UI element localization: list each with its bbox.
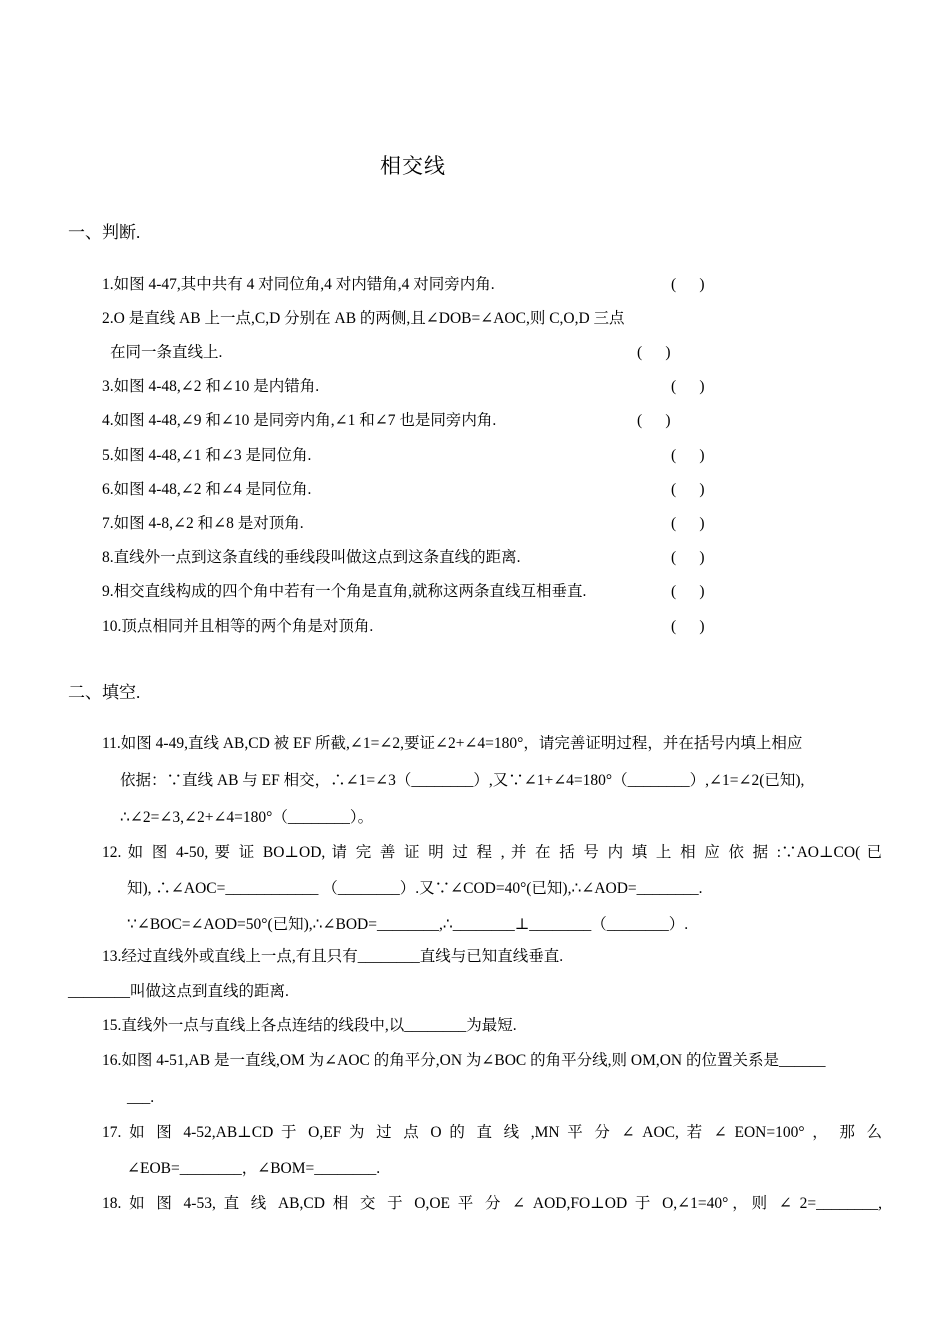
answer-paren-8: ( ) bbox=[671, 549, 705, 566]
judgment-item-1: 1.如图 4-47,其中共有 4 对同位角,4 对内错角,4 对同旁内角. bbox=[102, 276, 495, 293]
answer-paren-10: ( ) bbox=[671, 618, 705, 635]
judgment-item-9: 9.相交直线构成的四个角中若有一个角是直角,就称这两条直线互相垂直. bbox=[102, 583, 587, 600]
page-title: 相交线 bbox=[380, 154, 446, 178]
fill-item-12-line-2: 知), ∴∠AOC=____________ （________）.又∵∠COD=40°(已知),∴∠AOD=________. bbox=[127, 880, 703, 897]
fill-item-18-line-1: 18. 如 图 4-53, 直 线 AB,CD 相 交 于 O,OE 平 分 ∠ AOD,FO⊥OD 于 O,∠1=40°，则 ∠ 2=________, bbox=[102, 1195, 882, 1212]
fill-item-17-line-2: ∠EOB=________，∠BOM=________. bbox=[127, 1160, 381, 1177]
answer-paren-5: ( ) bbox=[671, 447, 705, 464]
fill-item-11-line-1: 11.如图 4-49,直线 AB,CD 被 EF 所截,∠1=∠2,要证∠2+∠4=180°，请完善证明过程，并在括号内填上相应 bbox=[102, 735, 803, 752]
judgment-item-8: 8.直线外一点到这条直线的垂线段叫做这点到这条直线的距离. bbox=[102, 549, 521, 566]
judgment-item-6: 6.如图 4-48,∠2 和∠4 是同位角. bbox=[102, 481, 312, 498]
fill-item-11-line-3: ∴∠2=∠3,∠2+∠4=180°（________）。 bbox=[120, 809, 374, 826]
fill-item-14: ________叫做这点到直线的距离. bbox=[68, 983, 289, 1000]
fill-item-17-line-1: 17. 如 图 4-52,AB⊥CD 于 O,EF 为 过 点 O 的 直 线 ,MN 平 分 ∠ AOC, 若 ∠ EON=100° ， 那 么 bbox=[102, 1124, 882, 1141]
answer-paren-9: ( ) bbox=[671, 583, 705, 600]
answer-paren-1: ( ) bbox=[671, 276, 705, 293]
answer-paren-6: ( ) bbox=[671, 481, 705, 498]
judgment-item-5: 5.如图 4-48,∠1 和∠3 是同位角. bbox=[102, 447, 312, 464]
judgment-item-4: 4.如图 4-48,∠9 和∠10 是同旁内角,∠1 和∠7 也是同旁内角. bbox=[102, 412, 497, 429]
fill-item-16-line-2: ___. bbox=[127, 1089, 155, 1106]
judgment-item-3: 3.如图 4-48,∠2 和∠10 是内错角. bbox=[102, 378, 320, 395]
fill-item-12-line-1: 12. 如 图 4-50, 要 证 BO⊥OD, 请 完 善 证 明 过 程 , 并 在 括 号 内 填 上 相 应 依 据 :∵AO⊥CO( 已 bbox=[102, 844, 882, 861]
judgment-item-7: 7.如图 4-8,∠2 和∠8 是对顶角. bbox=[102, 515, 304, 532]
answer-paren-7: ( ) bbox=[671, 515, 705, 532]
judgment-item-2: 2.O 是直线 AB 上一点,C,D 分别在 AB 的两侧,且∠DOB=∠AOC,则 C,O,D 三点 bbox=[102, 310, 625, 327]
fill-item-12-line-3: ∵∠BOC=∠AOD=50°(已知),∴∠BOD=________,∴________⊥________（________）. bbox=[127, 916, 689, 933]
fill-item-15: 15.直线外一点与直线上各点连结的线段中,以________为最短. bbox=[102, 1017, 517, 1034]
fill-item-11-line-2: 依据：∵直线 AB 与 EF 相交，∴∠1=∠3（________）,又∵∠1+∠4=180°（________）,∠1=∠2(已知), bbox=[120, 772, 805, 789]
answer-paren-4: ( ) bbox=[637, 412, 671, 429]
fill-item-16-line-1: 16.如图 4-51,AB 是一直线,OM 为∠AOC 的角平分,ON 为∠BOC 的角平分线,则 OM,ON 的位置关系是______ bbox=[102, 1052, 826, 1069]
section-heading-judgment: 一、判断. bbox=[68, 223, 141, 242]
answer-paren-2: ( ) bbox=[637, 344, 671, 361]
answer-paren-3: ( ) bbox=[671, 378, 705, 395]
fill-item-13: 13.经过直线外或直线上一点,有且只有________直线与已知直线垂直. bbox=[102, 948, 564, 965]
section-heading-fill-in: 二、填空. bbox=[68, 683, 141, 702]
judgment-item-10: 10.顶点相同并且相等的两个角是对顶角. bbox=[102, 618, 374, 635]
judgment-item-2-cont: 在同一条直线上. bbox=[110, 344, 223, 361]
